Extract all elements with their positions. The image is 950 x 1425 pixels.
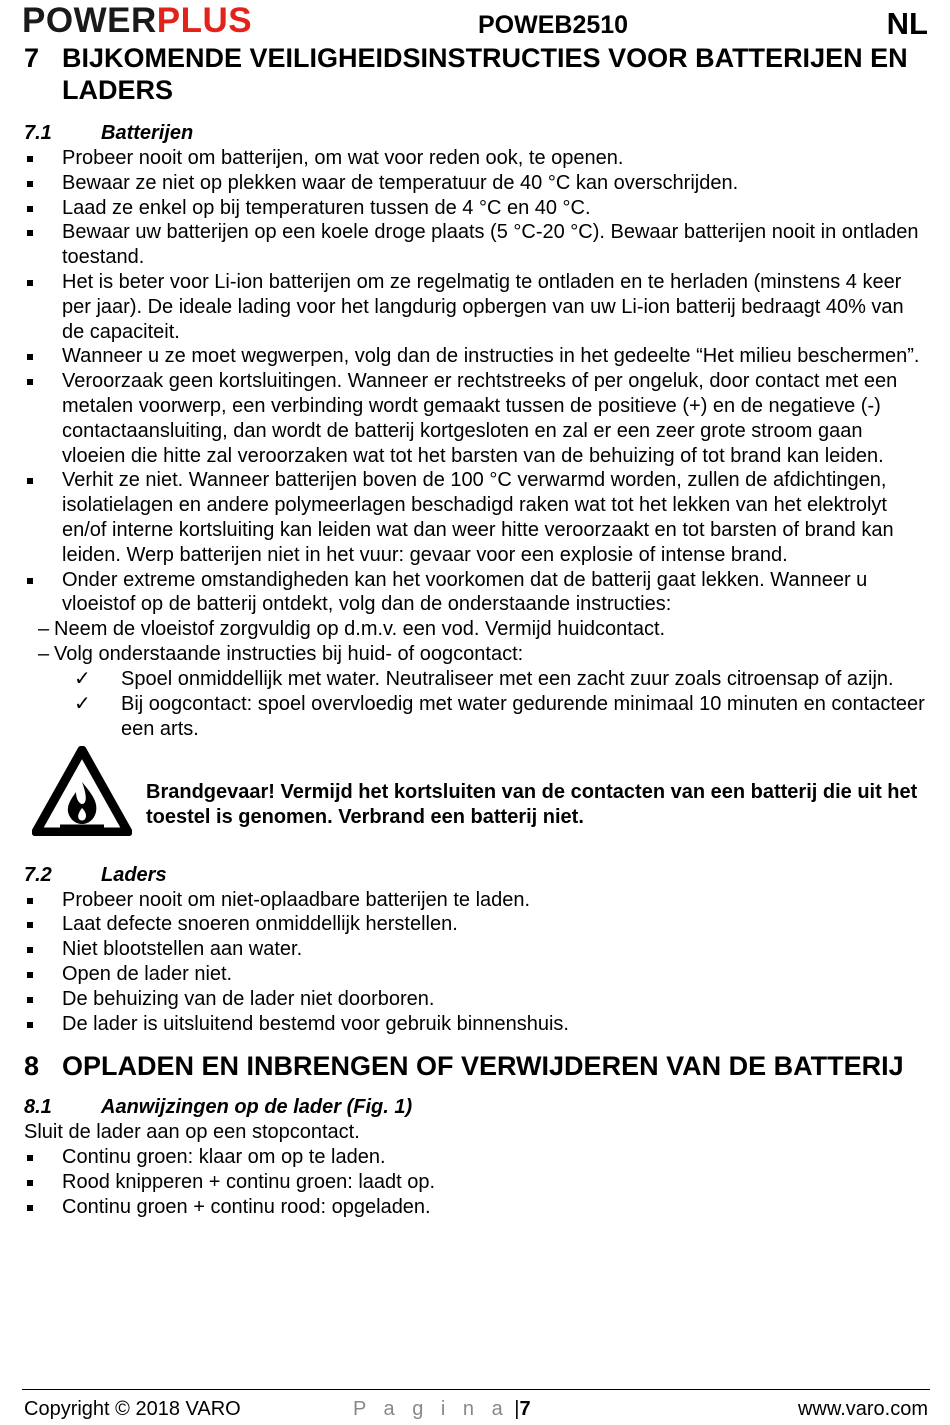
page-header xyxy=(0,0,950,46)
logo-plus: PLUS xyxy=(156,1,253,40)
check-icon: ✓ xyxy=(74,692,91,715)
fire-warning-block xyxy=(24,746,930,856)
subsection-number: 7.2 xyxy=(24,863,52,886)
section-title: OPLADEN EN INBRENGEN OF VERWIJDEREN VAN DE BATTERIJ xyxy=(62,1051,904,1082)
subsection-number: 7.1 xyxy=(24,122,52,144)
list-item: Het is beter voor Li-ion batterijen om ze regelmatig te ontladen en te herladen (minstens 4 keer per jaar). De ideale lading voor het langdurig opbergen van uw Li-ion batterij bedraagt 40% van de capaciteit. xyxy=(24,270,930,344)
subsection-title: Laders xyxy=(101,863,167,886)
fire-warning-triangle-icon xyxy=(32,746,132,836)
list-item: Wanneer u ze moet wegwerpen, volg dan de instructies in het gedeelte “Het milieu beschermen”. xyxy=(24,344,930,369)
battery-safety-list xyxy=(24,146,930,617)
list-item: Open de lader niet. xyxy=(24,962,930,987)
subsection-8-1-heading xyxy=(24,1094,930,1120)
charger-intro: Sluit de lader aan op een stopcontact. xyxy=(24,1121,360,1144)
subsection-title: Batterijen xyxy=(101,122,194,144)
list-item: De lader is uitsluitend bestemd voor gebruik binnenshuis. xyxy=(24,1012,930,1037)
copyright-text: Copyright © 2018 VARO xyxy=(24,1398,241,1420)
website-link[interactable]: www.varo.com xyxy=(797,1398,928,1420)
list-item: Veroorzaak geen kortsluitingen. Wanneer er rechtstreeks of per ongeluk, door contact met een metalen voorwerp, een verbinding wordt gemaakt tussen de positieve (+) en de negatieve (-) contactaansluiting, dan wordt de batterij kortgesloten en zal er een zeer grote stroom gaan vloeien die hitte zal veroorzaken wat tot het barsten van de behuizing of tot brand kan leiden. xyxy=(24,369,930,468)
list-item: Bewaar uw batterijen op een koele droge plaats (5 °C-20 °C). Bewaar batterijen nooit in ontladen toestand. xyxy=(24,220,930,270)
logo-power: POWER xyxy=(22,1,157,40)
subsection-7-2-heading xyxy=(24,862,930,888)
subsection-7-1-heading xyxy=(24,120,930,146)
page-footer xyxy=(22,1389,930,1425)
brand-logo xyxy=(22,0,252,42)
fire-warning-text: Brandgevaar! Vermijd het kortsluiten van de contacten van een batterij die uit het toestel is genomen. Verbrand een batterij niet. xyxy=(146,780,918,828)
dash-item: – Volg onderstaande instructies bij huid- of oogcontact: xyxy=(38,643,524,666)
list-item: Laat defecte snoeren onmiddellijk herstellen. xyxy=(24,912,930,937)
check-list xyxy=(24,667,930,741)
list-item: Continu groen + continu rood: opgeladen. xyxy=(24,1195,930,1220)
dash-item: – Neem de vloeistof zorgvuldig op d.m.v. een vod. Vermijd huidcontact. xyxy=(38,618,666,641)
list-item: Continu groen: klaar om op te laden. xyxy=(24,1145,930,1170)
list-item: Onder extreme omstandigheden kan het voorkomen dat de batterij gaat lekken. Wanneer u vloeistof op de batterij ontdekt, volg dan de onderstaande instructies: xyxy=(24,568,930,618)
check-item xyxy=(24,667,930,692)
subsection-title: Aanwijzingen op de lader (Fig. 1) xyxy=(101,1096,413,1119)
section-number: 8 xyxy=(24,1051,40,1082)
list-item: De behuizing van de lader niet doorboren. xyxy=(24,987,930,1012)
section-number: 7 xyxy=(24,43,40,73)
section-8-heading xyxy=(24,1050,930,1082)
list-item: Laad ze enkel op bij temperaturen tussen de 4 °C en 40 °C. xyxy=(24,196,930,221)
section-7-heading xyxy=(24,42,930,106)
charger-safety-list xyxy=(24,888,930,1037)
page-number: 7 xyxy=(519,1398,531,1420)
list-item: Niet blootstellen aan water. xyxy=(24,937,930,962)
list-item: Verhit ze niet. Wanneer batterijen boven de 100 °C verwarmd worden, zullen de afdichtingen, isolatielagen en andere polymeerlagen beschadigd raken wat tot het lekken van het elektrolyt en/of interne kortsluiting kan leiden wat dan weer hitte veroorzaakt en tot barsten of brand kan leiden. Werp batterijen niet in het vuur: gevaar voor een explosie of intense brand. xyxy=(24,468,930,567)
dash-item-text: Neem de vloeistof zorgvuldig op d.m.v. een vod. Vermijd huidcontact. xyxy=(54,618,666,641)
list-item: Probeer nooit om batterijen, om wat voor reden ook, te openen. xyxy=(24,146,930,171)
check-item-text: Spoel onmiddellijk met water. Neutraliseer met een zacht zuur zoals citroensap of azijn. xyxy=(121,668,894,691)
language-code: NL xyxy=(886,6,928,41)
check-item-text: Bij oogcontact: spoel overvloedig met water gedurende minimaal 10 minuten en contacteer een arts. xyxy=(121,692,925,740)
list-item: Rood knipperen + continu groen: laadt op. xyxy=(24,1170,930,1195)
dash-item-text: Volg onderstaande instructies bij huid- of oogcontact: xyxy=(54,643,524,666)
charger-indicator-list xyxy=(24,1145,930,1219)
page-separator: | xyxy=(514,1398,520,1420)
page-content xyxy=(24,42,930,1220)
list-item: Probeer nooit om niet-oplaadbare batterijen te laden. xyxy=(24,888,930,913)
section-title: BIJKOMENDE VEILIGHEIDSINSTRUCTIES VOOR BATTERIJEN EN LADERS xyxy=(62,43,908,105)
model-number: POWEB2510 xyxy=(478,11,629,39)
check-icon: ✓ xyxy=(74,668,91,691)
page-label: P a g i n a xyxy=(353,1398,509,1420)
list-item: Bewaar ze niet op plekken waar de temperatuur de 40 °C kan overschrijden. xyxy=(24,171,930,196)
page-indicator xyxy=(353,1398,531,1421)
check-item xyxy=(24,692,930,742)
subsection-number: 8.1 xyxy=(24,1096,52,1119)
